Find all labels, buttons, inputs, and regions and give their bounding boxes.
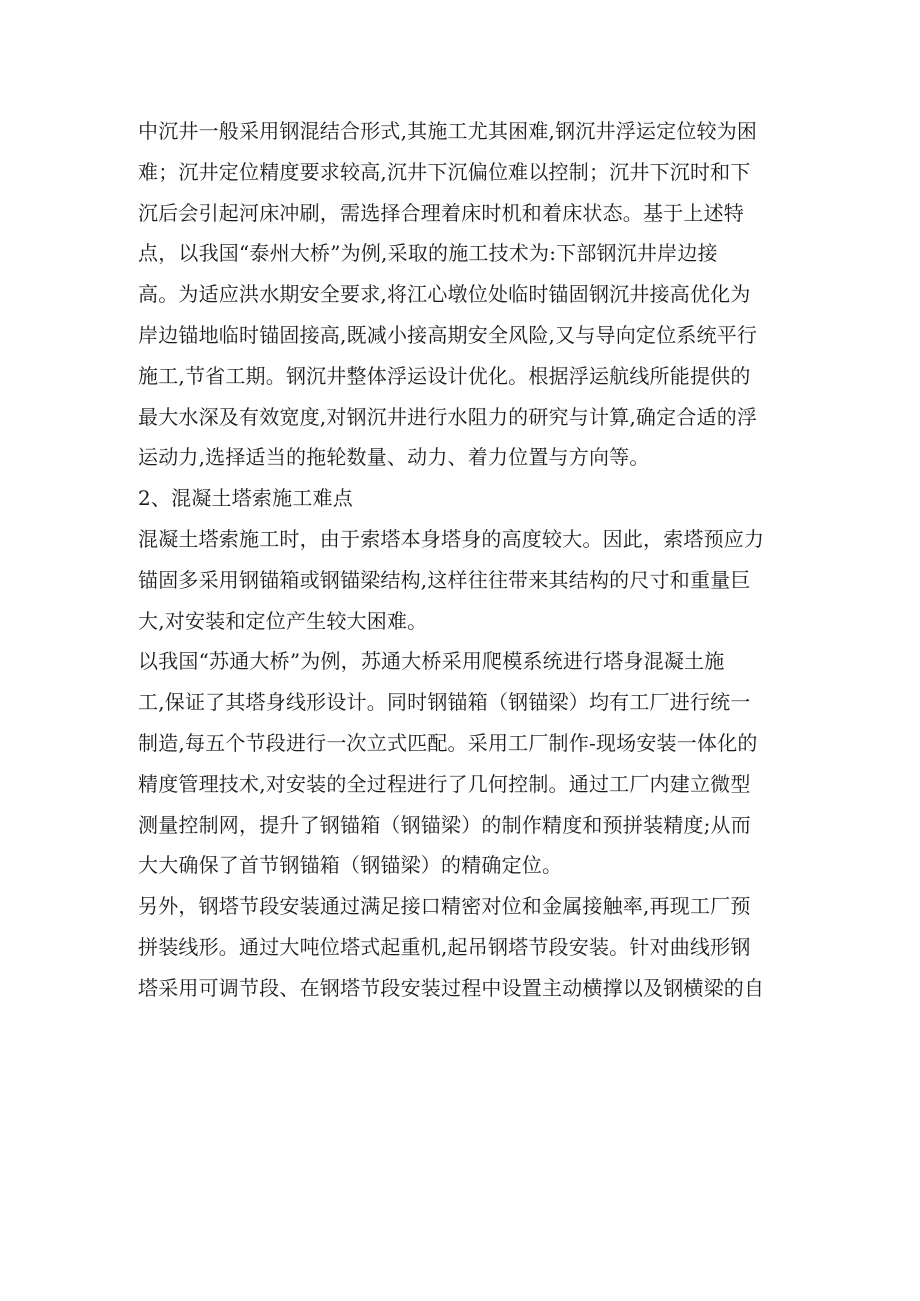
paragraph-steel-caisson [138,111,778,478]
text-line: 大大确保了首节钢锚箱（钢锚梁）的精确定位。 [138,853,563,878]
text-line: 拼装线形。通过大吨位塔式起重机,起吊钢塔节段安装。针对曲线形钢 [138,934,751,959]
paragraph-sutong-bridge [138,641,778,886]
text-line: 另外，钢塔节段安装通过满足接口精密对位和金属接触率,再现工厂预 [138,894,751,919]
text-line: 大,对安装和定位产生较大困难。 [138,608,428,633]
text-line: 岸边锚地临时锚固接高,既减小接高期安全风险,又与导向定位系统平行 [138,322,758,347]
section-heading [138,478,778,519]
text-line: 施工,节省工期。钢沉井整体浮运设计优化。根据浮运航线所能提供的 [138,363,751,388]
text-line: 中沉井一般采用钢混结合形式,其施工尤其困难,钢沉井浮运定位较为困 [138,119,758,143]
text-line: 以我国“苏通大桥”为例，苏通大桥采用爬模系统进行塔身混凝土施 [138,649,725,674]
paragraph-steel-tower [138,886,778,1008]
text-line: 锚固多采用钢锚箱或钢锚梁结构,这样往往带来其结构的尺寸和重量巨 [138,567,751,592]
text-line: 高。为适应洪水期安全要求,将江心墩位处临时锚固钢沉井接高优化为 [138,282,751,307]
text-line: 最大水深及有效宽度,对钢沉井进行水阻力的研究与计算,确定合适的浮 [138,404,758,429]
text-line: 点，以我国“泰州大桥”为例,采取的施工技术为:下部钢沉井岸边接 [138,241,718,266]
text-line: 测量控制网，提升了钢锚箱（钢锚梁）的制作精度和预拼装精度;从而 [138,812,751,837]
text-line: 工,保证了其塔身线形设计。同时钢锚箱（钢锚梁）均有工厂进行统一 [138,690,751,715]
text-line: 混凝土塔索施工时，由于索塔本身塔身的高度较大。因此，索塔预应力 [138,526,765,551]
text-line: 塔采用可调节段、在钢塔节段安装过程中设置主动横撑以及钢横梁的自 [138,975,765,1000]
section-heading-text: 2、混凝土塔索施工难点 [138,486,353,511]
text-line: 精度管理技术,对安装的全过程进行了几何控制。通过工厂内建立微型 [138,771,751,796]
text-line: 难；沉井定位精度要求较高,沉井下沉偏位难以控制；沉井下沉时和下 [138,159,751,184]
document-body [138,111,778,1009]
paragraph-concrete-tower [138,519,778,641]
text-line: 制造,每五个节段进行一次立式匹配。采用工厂制作-现场安装一体化的 [138,730,758,755]
text-line: 沉后会引起河床冲刷，需选择合理着床时机和着床状态。基于上述特 [138,200,744,225]
text-line: 运动力,选择适当的拖轮数量、动力、着力位置与方向等。 [138,445,650,470]
